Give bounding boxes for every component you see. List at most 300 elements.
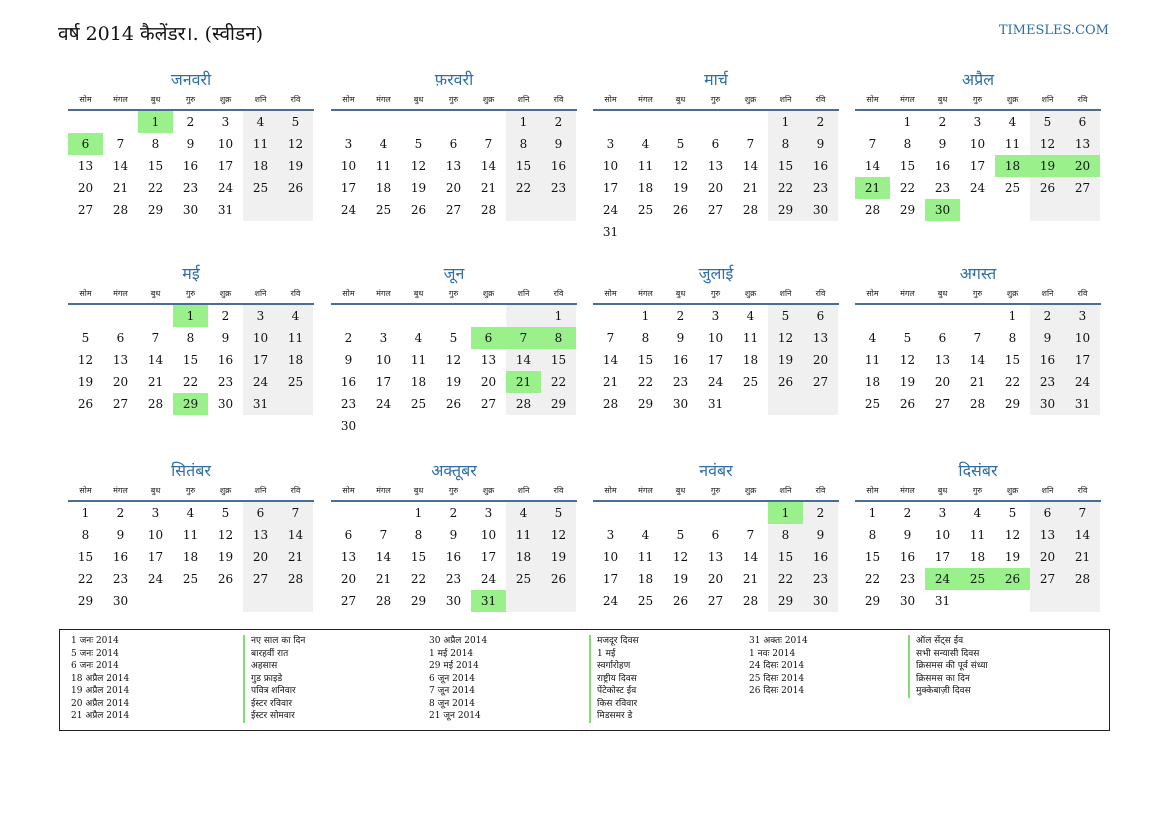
day-cell[interactable]: 15 <box>541 349 576 371</box>
day-cell[interactable]: 23 <box>672 375 689 389</box>
day-cell[interactable]: 12 <box>672 159 689 173</box>
day-cell[interactable]: 10 <box>602 550 619 564</box>
day-cell[interactable]: 14 <box>147 353 164 367</box>
day-cell[interactable]: 25 <box>637 594 654 608</box>
day-cell[interactable]: 8 <box>903 137 912 151</box>
day-cell[interactable]: 10 <box>707 331 724 345</box>
day-cell[interactable]: 30 <box>340 419 357 433</box>
day-cell[interactable]: 6 <box>471 327 506 349</box>
day-cell[interactable]: 26 <box>278 177 313 199</box>
day-cell[interactable]: 3 <box>606 528 615 542</box>
day-cell[interactable]: 14 <box>742 159 759 173</box>
day-cell[interactable]: 25 <box>637 203 654 217</box>
day-cell[interactable]: 29 <box>410 594 427 608</box>
day-cell[interactable]: 11 <box>182 528 199 542</box>
day-cell[interactable]: 21 <box>602 375 619 389</box>
day-cell[interactable]: 16 <box>672 353 689 367</box>
day-cell[interactable]: 8 <box>768 524 803 546</box>
day-cell[interactable]: 24 <box>375 397 392 411</box>
day-cell[interactable]: 24 <box>1065 371 1100 393</box>
day-cell[interactable]: 28 <box>864 203 881 217</box>
day-cell[interactable]: 12 <box>445 353 462 367</box>
day-cell[interactable]: 7 <box>506 327 541 349</box>
day-cell[interactable]: 25 <box>278 371 313 393</box>
day-cell[interactable]: 18 <box>969 550 986 564</box>
day-cell[interactable]: 11 <box>410 353 427 367</box>
day-cell[interactable]: 24 <box>243 371 278 393</box>
day-cell[interactable]: 7 <box>379 528 388 542</box>
day-cell[interactable]: 8 <box>151 137 160 151</box>
day-cell[interactable]: 6 <box>938 331 947 345</box>
day-cell[interactable]: 28 <box>742 203 759 217</box>
day-cell[interactable]: 23 <box>803 568 838 590</box>
day-cell[interactable]: 28 <box>112 203 129 217</box>
day-cell[interactable]: 8 <box>81 528 90 542</box>
day-cell[interactable]: 13 <box>340 550 357 564</box>
day-cell[interactable]: 9 <box>116 528 125 542</box>
day-cell[interactable]: 16 <box>445 550 462 564</box>
day-cell[interactable]: 15 <box>768 546 803 568</box>
day-cell[interactable]: 7 <box>868 137 877 151</box>
day-cell[interactable]: 21 <box>969 375 986 389</box>
day-cell[interactable]: 24 <box>602 203 619 217</box>
day-cell[interactable]: 27 <box>707 203 724 217</box>
day-cell[interactable]: 30 <box>182 203 199 217</box>
day-cell[interactable]: 10 <box>1065 327 1100 349</box>
day-cell[interactable]: 23 <box>112 572 129 586</box>
day-cell[interactable]: 30 <box>803 590 838 612</box>
day-cell[interactable]: 30 <box>445 594 462 608</box>
day-cell[interactable]: 31 <box>243 393 278 415</box>
day-cell[interactable]: 23 <box>217 375 234 389</box>
day-cell[interactable]: 19 <box>672 572 689 586</box>
day-cell[interactable]: 3 <box>151 506 160 520</box>
day-cell[interactable]: 27 <box>112 397 129 411</box>
day-cell[interactable]: 19 <box>278 155 313 177</box>
day-cell[interactable]: 25 <box>742 375 759 389</box>
day-cell[interactable]: 1 <box>868 506 877 520</box>
day-cell[interactable]: 17 <box>217 159 234 173</box>
day-cell[interactable]: 6 <box>711 137 720 151</box>
day-cell[interactable]: 13 <box>803 327 838 349</box>
day-cell[interactable]: 14 <box>278 524 313 546</box>
day-cell[interactable]: 16 <box>899 550 916 564</box>
day-cell[interactable]: 16 <box>182 159 199 173</box>
day-cell[interactable]: 9 <box>541 133 576 155</box>
day-cell[interactable]: 30 <box>1030 393 1065 415</box>
day-cell[interactable]: 1 <box>506 111 541 133</box>
day-cell[interactable]: 7 <box>151 331 160 345</box>
day-cell[interactable]: 10 <box>147 528 164 542</box>
day-cell[interactable]: 17 <box>602 181 619 195</box>
day-cell[interactable]: 4 <box>379 137 388 151</box>
day-cell[interactable]: 17 <box>602 572 619 586</box>
day-cell[interactable]: 16 <box>340 375 357 389</box>
day-cell[interactable]: 9 <box>676 331 685 345</box>
day-cell[interactable]: 21 <box>375 572 392 586</box>
day-cell[interactable]: 26 <box>672 203 689 217</box>
day-cell[interactable]: 9 <box>186 137 195 151</box>
day-cell[interactable]: 25 <box>864 397 881 411</box>
day-cell[interactable]: 14 <box>742 550 759 564</box>
day-cell[interactable]: 19 <box>541 546 576 568</box>
day-cell[interactable]: 25 <box>960 568 995 590</box>
day-cell[interactable]: 16 <box>803 155 838 177</box>
day-cell[interactable]: 17 <box>340 181 357 195</box>
day-cell[interactable]: 8 <box>641 331 650 345</box>
day-cell[interactable]: 26 <box>217 572 234 586</box>
day-cell[interactable]: 8 <box>1008 331 1017 345</box>
day-cell[interactable]: 18 <box>637 181 654 195</box>
day-cell[interactable]: 19 <box>768 349 803 371</box>
day-cell[interactable]: 6 <box>449 137 458 151</box>
day-cell[interactable]: 13 <box>1030 524 1065 546</box>
day-cell[interactable]: 26 <box>77 397 94 411</box>
day-cell[interactable]: 22 <box>147 181 164 195</box>
day-cell[interactable]: 3 <box>938 506 947 520</box>
day-cell[interactable]: 14 <box>864 159 881 173</box>
day-cell[interactable]: 8 <box>541 327 576 349</box>
day-cell[interactable]: 15 <box>506 155 541 177</box>
day-cell[interactable]: 27 <box>1030 568 1065 590</box>
day-cell[interactable]: 27 <box>1065 177 1100 199</box>
day-cell[interactable]: 28 <box>969 397 986 411</box>
day-cell[interactable]: 5 <box>676 137 685 151</box>
day-cell[interactable]: 27 <box>340 594 357 608</box>
day-cell[interactable]: 2 <box>903 506 912 520</box>
day-cell[interactable]: 10 <box>480 528 497 542</box>
day-cell[interactable]: 8 <box>768 133 803 155</box>
day-cell[interactable]: 14 <box>1065 524 1100 546</box>
day-cell[interactable]: 6 <box>68 133 103 155</box>
day-cell[interactable]: 26 <box>410 203 427 217</box>
day-cell[interactable]: 4 <box>641 137 650 151</box>
day-cell[interactable]: 21 <box>147 375 164 389</box>
day-cell[interactable]: 27 <box>707 594 724 608</box>
day-cell[interactable]: 17 <box>969 159 986 173</box>
day-cell[interactable]: 9 <box>344 353 353 367</box>
day-cell[interactable]: 23 <box>899 572 916 586</box>
day-cell[interactable]: 20 <box>480 375 497 389</box>
day-cell[interactable]: 2 <box>803 111 838 133</box>
day-cell[interactable]: 6 <box>1030 502 1065 524</box>
day-cell[interactable]: 29 <box>899 203 916 217</box>
day-cell[interactable]: 2 <box>221 309 230 323</box>
day-cell[interactable]: 22 <box>1004 375 1021 389</box>
day-cell[interactable]: 2 <box>541 111 576 133</box>
day-cell[interactable]: 29 <box>147 203 164 217</box>
day-cell[interactable]: 28 <box>602 397 619 411</box>
day-cell[interactable]: 9 <box>803 133 838 155</box>
day-cell[interactable]: 23 <box>445 572 462 586</box>
day-cell[interactable]: 24 <box>707 375 724 389</box>
day-cell[interactable]: 14 <box>112 159 129 173</box>
day-cell[interactable]: 5 <box>278 111 313 133</box>
day-cell[interactable]: 30 <box>112 594 129 608</box>
day-cell[interactable]: 4 <box>186 506 195 520</box>
day-cell[interactable]: 12 <box>278 133 313 155</box>
day-cell[interactable]: 12 <box>77 353 94 367</box>
day-cell[interactable]: 4 <box>243 111 278 133</box>
day-cell[interactable]: 6 <box>344 528 353 542</box>
day-cell[interactable]: 18 <box>506 546 541 568</box>
day-cell[interactable]: 14 <box>506 349 541 371</box>
day-cell[interactable]: 11 <box>278 327 313 349</box>
day-cell[interactable]: 12 <box>541 524 576 546</box>
day-cell[interactable]: 13 <box>445 159 462 173</box>
day-cell[interactable]: 24 <box>480 572 497 586</box>
day-cell[interactable]: 31 <box>471 590 506 612</box>
day-cell[interactable]: 15 <box>182 353 199 367</box>
day-cell[interactable]: 3 <box>973 115 982 129</box>
day-cell[interactable]: 20 <box>112 375 129 389</box>
day-cell[interactable]: 29 <box>541 393 576 415</box>
day-cell[interactable]: 3 <box>1065 305 1100 327</box>
day-cell[interactable]: 2 <box>803 502 838 524</box>
day-cell[interactable]: 1 <box>414 506 423 520</box>
day-cell[interactable]: 18 <box>182 550 199 564</box>
day-cell[interactable]: 21 <box>506 371 541 393</box>
day-cell[interactable]: 18 <box>243 155 278 177</box>
day-cell[interactable]: 1 <box>81 506 90 520</box>
day-cell[interactable]: 9 <box>1030 327 1065 349</box>
day-cell[interactable]: 29 <box>173 393 208 415</box>
day-cell[interactable]: 4 <box>746 309 755 323</box>
day-cell[interactable]: 21 <box>742 181 759 195</box>
day-cell[interactable]: 27 <box>480 397 497 411</box>
day-cell[interactable]: 5 <box>1030 111 1065 133</box>
day-cell[interactable]: 17 <box>243 349 278 371</box>
day-cell[interactable]: 18 <box>995 155 1030 177</box>
day-cell[interactable]: 13 <box>77 159 94 173</box>
day-cell[interactable]: 4 <box>641 528 650 542</box>
day-cell[interactable]: 17 <box>707 353 724 367</box>
day-cell[interactable]: 22 <box>637 375 654 389</box>
day-cell[interactable]: 12 <box>672 550 689 564</box>
day-cell[interactable]: 19 <box>77 375 94 389</box>
day-cell[interactable]: 22 <box>864 572 881 586</box>
day-cell[interactable]: 23 <box>340 397 357 411</box>
day-cell[interactable]: 21 <box>480 181 497 195</box>
day-cell[interactable]: 22 <box>182 375 199 389</box>
day-cell[interactable]: 1 <box>1008 309 1017 323</box>
day-cell[interactable]: 31 <box>1065 393 1100 415</box>
day-cell[interactable]: 2 <box>186 115 195 129</box>
day-cell[interactable]: 13 <box>243 524 278 546</box>
day-cell[interactable]: 3 <box>484 506 493 520</box>
day-cell[interactable]: 29 <box>77 594 94 608</box>
day-cell[interactable]: 12 <box>410 159 427 173</box>
day-cell[interactable]: 23 <box>934 181 951 195</box>
day-cell[interactable]: 24 <box>217 181 234 195</box>
day-cell[interactable]: 5 <box>768 305 803 327</box>
day-cell[interactable]: 2 <box>116 506 125 520</box>
day-cell[interactable]: 2 <box>344 331 353 345</box>
day-cell[interactable]: 7 <box>746 137 755 151</box>
day-cell[interactable]: 18 <box>410 375 427 389</box>
day-cell[interactable]: 13 <box>707 159 724 173</box>
day-cell[interactable]: 30 <box>217 397 234 411</box>
day-cell[interactable]: 5 <box>414 137 423 151</box>
day-cell[interactable]: 18 <box>864 375 881 389</box>
day-cell[interactable]: 25 <box>1004 181 1021 195</box>
day-cell[interactable]: 14 <box>480 159 497 173</box>
day-cell[interactable]: 17 <box>147 550 164 564</box>
day-cell[interactable]: 20 <box>934 375 951 389</box>
day-cell[interactable]: 1 <box>541 305 576 327</box>
day-cell[interactable]: 19 <box>410 181 427 195</box>
day-cell[interactable]: 19 <box>217 550 234 564</box>
day-cell[interactable]: 21 <box>742 572 759 586</box>
day-cell[interactable]: 19 <box>1004 550 1021 564</box>
day-cell[interactable]: 18 <box>278 349 313 371</box>
day-cell[interactable]: 17 <box>480 550 497 564</box>
day-cell[interactable]: 11 <box>864 353 881 367</box>
day-cell[interactable]: 30 <box>899 594 916 608</box>
day-cell[interactable]: 22 <box>410 572 427 586</box>
day-cell[interactable]: 4 <box>414 331 423 345</box>
day-cell[interactable]: 15 <box>864 550 881 564</box>
day-cell[interactable]: 6 <box>116 331 125 345</box>
day-cell[interactable]: 13 <box>934 353 951 367</box>
day-cell[interactable]: 3 <box>344 137 353 151</box>
day-cell[interactable]: 10 <box>340 159 357 173</box>
day-cell[interactable]: 20 <box>243 546 278 568</box>
day-cell[interactable]: 27 <box>77 203 94 217</box>
day-cell[interactable]: 3 <box>221 115 230 129</box>
day-cell[interactable]: 10 <box>602 159 619 173</box>
day-cell[interactable]: 5 <box>81 331 90 345</box>
day-cell[interactable]: 25 <box>506 568 541 590</box>
day-cell[interactable]: 30 <box>803 199 838 221</box>
day-cell[interactable]: 5 <box>541 502 576 524</box>
day-cell[interactable]: 3 <box>606 137 615 151</box>
day-cell[interactable]: 25 <box>243 177 278 199</box>
day-cell[interactable]: 11 <box>969 528 986 542</box>
day-cell[interactable]: 20 <box>707 572 724 586</box>
day-cell[interactable]: 9 <box>903 528 912 542</box>
day-cell[interactable]: 28 <box>375 594 392 608</box>
day-cell[interactable]: 11 <box>637 550 654 564</box>
day-cell[interactable]: 9 <box>221 331 230 345</box>
day-cell[interactable]: 24 <box>969 181 986 195</box>
day-cell[interactable]: 16 <box>803 546 838 568</box>
day-cell[interactable]: 17 <box>934 550 951 564</box>
day-cell[interactable]: 24 <box>340 203 357 217</box>
day-cell[interactable]: 4 <box>278 305 313 327</box>
day-cell[interactable]: 18 <box>637 572 654 586</box>
day-cell[interactable]: 8 <box>506 133 541 155</box>
day-cell[interactable]: 5 <box>903 331 912 345</box>
day-cell[interactable]: 22 <box>541 371 576 393</box>
day-cell[interactable]: 21 <box>855 177 890 199</box>
day-cell[interactable]: 4 <box>973 506 982 520</box>
day-cell[interactable]: 13 <box>707 550 724 564</box>
day-cell[interactable]: 26 <box>1030 177 1065 199</box>
day-cell[interactable]: 12 <box>217 528 234 542</box>
day-cell[interactable]: 21 <box>112 181 129 195</box>
day-cell[interactable]: 31 <box>707 397 724 411</box>
day-cell[interactable]: 6 <box>803 305 838 327</box>
day-cell[interactable]: 4 <box>1008 115 1017 129</box>
day-cell[interactable]: 29 <box>1004 397 1021 411</box>
day-cell[interactable]: 6 <box>243 502 278 524</box>
day-cell[interactable]: 4 <box>868 331 877 345</box>
site-link[interactable]: TIMESLES.COM <box>998 23 1109 38</box>
day-cell[interactable]: 23 <box>541 177 576 199</box>
day-cell[interactable]: 13 <box>1065 133 1100 155</box>
day-cell[interactable]: 11 <box>742 331 759 345</box>
day-cell[interactable]: 18 <box>375 181 392 195</box>
day-cell[interactable]: 16 <box>112 550 129 564</box>
day-cell[interactable]: 19 <box>899 375 916 389</box>
day-cell[interactable]: 15 <box>77 550 94 564</box>
day-cell[interactable]: 20 <box>445 181 462 195</box>
day-cell[interactable]: 6 <box>1065 111 1100 133</box>
day-cell[interactable]: 15 <box>899 159 916 173</box>
day-cell[interactable]: 20 <box>1065 155 1100 177</box>
day-cell[interactable]: 26 <box>541 568 576 590</box>
day-cell[interactable]: 1 <box>768 111 803 133</box>
day-cell[interactable]: 5 <box>221 506 230 520</box>
day-cell[interactable]: 10 <box>217 137 234 151</box>
day-cell[interactable]: 29 <box>768 590 803 612</box>
day-cell[interactable]: 2 <box>676 309 685 323</box>
day-cell[interactable]: 11 <box>506 524 541 546</box>
day-cell[interactable]: 29 <box>864 594 881 608</box>
day-cell[interactable]: 30 <box>672 397 689 411</box>
day-cell[interactable]: 28 <box>480 203 497 217</box>
day-cell[interactable]: 22 <box>768 177 803 199</box>
day-cell[interactable]: 12 <box>768 327 803 349</box>
day-cell[interactable]: 5 <box>449 331 458 345</box>
day-cell[interactable]: 11 <box>243 133 278 155</box>
day-cell[interactable]: 6 <box>711 528 720 542</box>
day-cell[interactable]: 3 <box>711 309 720 323</box>
day-cell[interactable]: 3 <box>379 331 388 345</box>
day-cell[interactable]: 5 <box>676 528 685 542</box>
day-cell[interactable]: 15 <box>410 550 427 564</box>
day-cell[interactable]: 10 <box>969 137 986 151</box>
day-cell[interactable]: 14 <box>375 550 392 564</box>
day-cell[interactable]: 31 <box>602 225 619 239</box>
day-cell[interactable]: 25 <box>375 203 392 217</box>
day-cell[interactable]: 21 <box>278 546 313 568</box>
day-cell[interactable]: 8 <box>186 331 195 345</box>
day-cell[interactable]: 3 <box>243 305 278 327</box>
day-cell[interactable]: 27 <box>803 371 838 393</box>
day-cell[interactable]: 28 <box>1065 568 1100 590</box>
day-cell[interactable]: 9 <box>938 137 947 151</box>
day-cell[interactable]: 7 <box>278 502 313 524</box>
day-cell[interactable]: 7 <box>1065 502 1100 524</box>
day-cell[interactable]: 20 <box>1030 546 1065 568</box>
day-cell[interactable]: 2 <box>1030 305 1065 327</box>
day-cell[interactable]: 16 <box>1030 349 1065 371</box>
day-cell[interactable]: 25 <box>182 572 199 586</box>
day-cell[interactable]: 22 <box>899 181 916 195</box>
day-cell[interactable]: 12 <box>899 353 916 367</box>
day-cell[interactable]: 11 <box>637 159 654 173</box>
day-cell[interactable]: 1 <box>768 502 803 524</box>
day-cell[interactable]: 12 <box>1030 133 1065 155</box>
day-cell[interactable]: 21 <box>1065 546 1100 568</box>
day-cell[interactable]: 1 <box>138 111 173 133</box>
day-cell[interactable]: 28 <box>147 397 164 411</box>
day-cell[interactable]: 19 <box>1030 155 1065 177</box>
day-cell[interactable]: 11 <box>375 159 392 173</box>
day-cell[interactable]: 28 <box>278 568 313 590</box>
